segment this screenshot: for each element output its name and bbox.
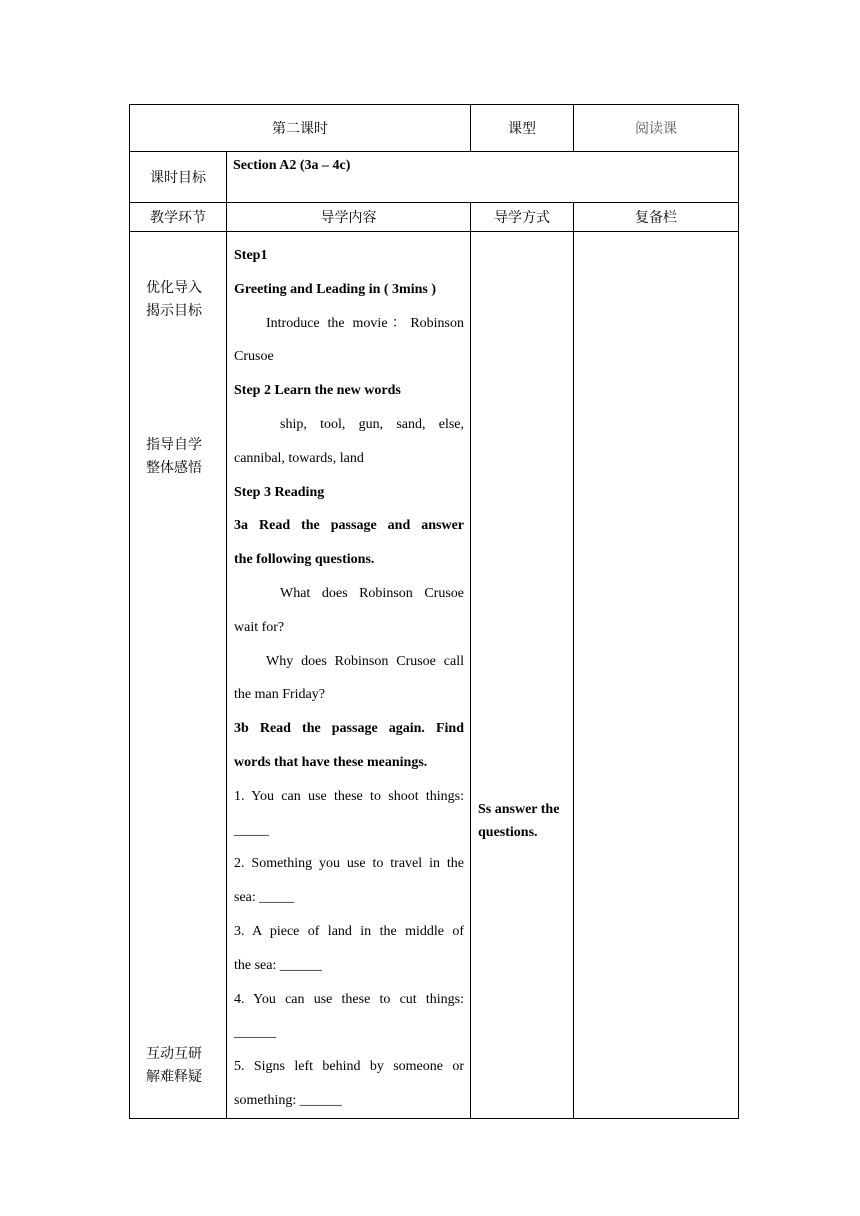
phase-selfstudy-line1: 指导自学 bbox=[146, 437, 202, 453]
content-line: 1. You can use these to shoot things: bbox=[234, 788, 464, 804]
content-line: Greeting and Leading in ( 3mins ) bbox=[234, 281, 436, 297]
content-line: _____ bbox=[234, 822, 269, 838]
content-lines bbox=[227, 232, 470, 1118]
phase-intro-line2: 揭示目标 bbox=[146, 303, 202, 319]
goal-row bbox=[130, 152, 739, 203]
content-line: What does Robinson Crusoe bbox=[280, 585, 464, 601]
content-line: 2. Something you use to travel in the bbox=[234, 856, 464, 872]
content-line: 4. You can use these to cut things: bbox=[234, 991, 464, 1007]
content-line: the man Friday? bbox=[234, 687, 325, 703]
content-line: 3a Read the passage and answer bbox=[234, 518, 464, 534]
content-line: Introduce the movie：Robinson bbox=[266, 315, 464, 331]
phase-interact-line1: 互动互研 bbox=[146, 1046, 202, 1062]
content-line: Step 2 Learn the new words bbox=[234, 383, 401, 399]
phase-interact-line2: 解难释疑 bbox=[146, 1069, 202, 1085]
review-cell bbox=[574, 232, 739, 1119]
lesson-type-value: 阅读课 bbox=[574, 105, 739, 152]
content-line: ship, tool, gun, sand, else, bbox=[280, 416, 464, 432]
lesson-title: 第二课时 bbox=[130, 105, 471, 152]
content-line: Crusoe bbox=[234, 349, 274, 365]
column-header-method: 导学方式 bbox=[471, 203, 574, 232]
content-line: 5. Signs left behind by someone or bbox=[234, 1059, 464, 1075]
content-line: something: ______ bbox=[234, 1092, 342, 1108]
method-line1: Ss answer the bbox=[478, 801, 560, 817]
content-line: 3. A piece of land in the middle of bbox=[234, 923, 464, 939]
phase-selfstudy bbox=[146, 434, 202, 480]
goal-text: Section A2 (3a – 4c) bbox=[227, 152, 739, 203]
content-line: the following questions. bbox=[234, 552, 375, 568]
content-line: Step 3 Reading bbox=[234, 484, 325, 500]
content-line: sea: _____ bbox=[234, 890, 295, 906]
content-line: cannibal, towards, land bbox=[234, 450, 364, 466]
phase-cell bbox=[130, 232, 227, 1119]
goal-label: 课时目标 bbox=[130, 152, 227, 203]
phase-intro-line1: 优化导入 bbox=[146, 280, 202, 296]
method-line2: questions. bbox=[478, 824, 538, 840]
content-line: wait for? bbox=[234, 619, 285, 635]
phase-interact bbox=[146, 1043, 202, 1089]
content-line: words that have these meanings. bbox=[234, 754, 428, 770]
content-line: 3b Read the passage again. Find bbox=[234, 721, 464, 737]
main-row bbox=[130, 232, 739, 1119]
content-line: Step1 bbox=[234, 248, 268, 263]
header-row bbox=[130, 105, 739, 152]
content-cell bbox=[227, 232, 471, 1119]
content-line: the sea: ______ bbox=[234, 957, 322, 973]
column-header-content: 导学内容 bbox=[227, 203, 471, 232]
column-header-phase: 教学环节 bbox=[130, 203, 227, 232]
column-header-row bbox=[130, 203, 739, 232]
method-text bbox=[471, 506, 573, 844]
column-header-review: 复备栏 bbox=[574, 203, 739, 232]
phase-selfstudy-line2: 整体感悟 bbox=[146, 460, 202, 476]
content-line: Why does Robinson Crusoe call bbox=[266, 653, 464, 669]
lesson-plan-table bbox=[129, 104, 739, 1119]
lesson-type-label: 课型 bbox=[471, 105, 574, 152]
content-line: ______ bbox=[234, 1025, 276, 1041]
method-cell bbox=[471, 232, 574, 1119]
phase-intro bbox=[146, 277, 202, 323]
